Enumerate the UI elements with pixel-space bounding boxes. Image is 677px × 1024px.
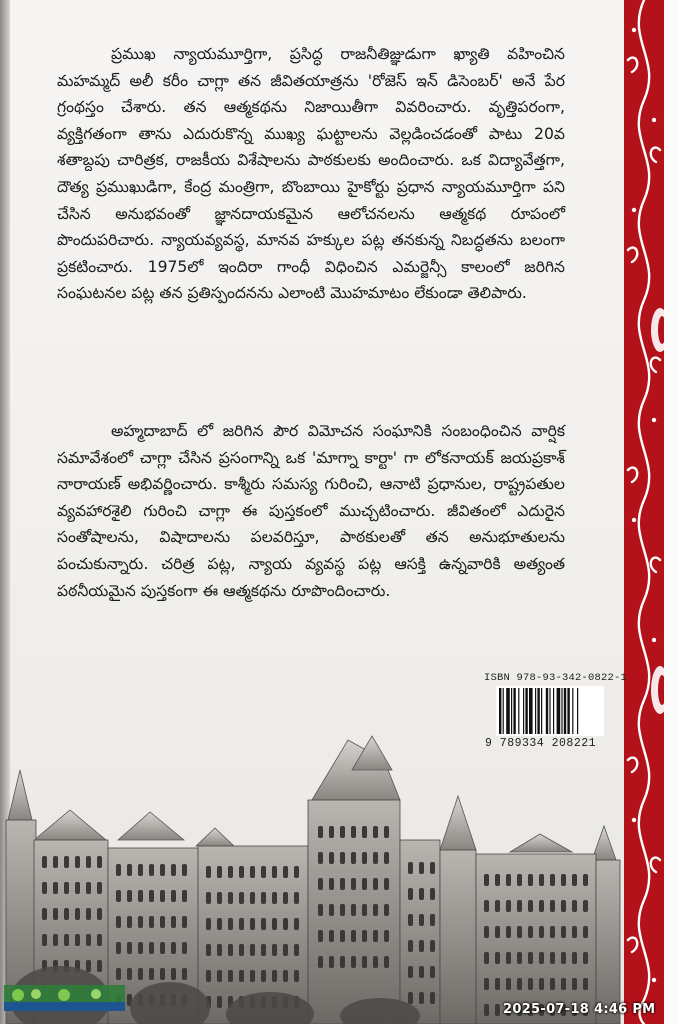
blurb-paragraph-2: అహ్మదాబాద్ లో జరిగిన పౌర విమోచన సంఘానికి సంబంధించిన వార్షిక సమావేశంలో చాగ్లా చేసిన ప్రసంగాన్ని ఒక 'మాగ్నా కార్టా' గా లోకనాయక్ జయప్రకాశ్ నారాయణ్ అభివర్ణించారు. కాశ్మీరు సమస్య గురించి, ఆనాటి ప్రధానుల, రాష్ట్రపతుల వ్యవహారశైలి గురించి చాగ్లా ఈ పుస్తకంలో ముచ్చటించారు. జీవితంలో ఎదురైన సంతోషాలను, విషాదాలను పలవరిస్తూ, పాఠకులతో తన అనుభూతులను పంచుకున్నారు. చరిత్ర పట్ల, న్యాయ వ్యవస్థ పట్ల ఆసక్తి ఉన్నవారికి అత్యంత పఠనీయమైన పుస్తకంగా ఈ ఆత్మకథను రూపొందించారు. — [57, 422, 565, 600]
barcode — [496, 686, 604, 736]
barcode-number: 9 789334 208221 — [485, 737, 597, 750]
floral-pattern-icon — [624, 0, 664, 1024]
barcode-icon — [496, 686, 604, 736]
photo-timestamp: 2025-07-18 4:46 PM — [503, 1002, 656, 1017]
publisher-logo — [4, 985, 125, 1011]
background-edge — [664, 0, 677, 1024]
high-court-building-illustration — [0, 730, 624, 1024]
blurb-paragraph-1: ప్రముఖ న్యాయమూర్తిగా, ప్రసిద్ధ రాజనీతిజ్ఞుడుగా ఖ్యాతి వహించిన మహమ్మద్ అలీ కరీం చాగ్లా తన జీవితయాత్రను 'రోజెస్ ఇన్ డిసెంబర్' అనే పేర గ్రంథస్తం చేశారు. తన ఆత్మకథను నిజాయితీగా వివరించారు. వృత్తిపరంగా, వ్యక్తిగతంగా తాను ఎదురుకొన్న ముఖ్య ఘట్టాలను వెల్లడించడంతో పాటు 20వ శతాబ్దపు చారిత్రక, రాజకీయ విశేషాలను పాఠకులకు అందించారు. ఒక విద్యావేత్తగా, దౌత్య ప్రముఖుడిగా, కేంద్ర మంత్రిగా, బొంబాయి హైకోర్టు ప్రధాన న్యాయమూర్తిగా పని చేసిన అనుభవంతో జ్ఞానదాయకమైన ఆలోచనలను ఆత్మకథ రూపంలో పొందుపరిచారు. న్యాయవ్యవస్థ, మానవ హక్కుల పట్ల తనకున్న నిబద్ధతను బలంగా ప్రకటించారు. 1975లో ఇందిరా గాంధీ విధించిన ఎమర్జెన్సీ కాలంలో జరిగిన సంఘటనల పట్ల తన ప్రతిస్పందనను ఎలాంటి మొహమాటం లేకుండా తెలిపారు. — [57, 45, 565, 303]
isbn-label: ISBN 978-93-342-0822-1 — [484, 672, 628, 684]
decorative-border — [624, 0, 664, 1024]
